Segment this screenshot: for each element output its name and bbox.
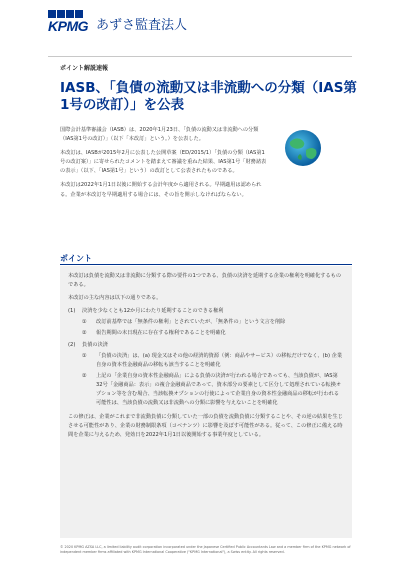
list-item bbox=[68, 307, 344, 316]
sub-list-text: 「負債の決済」は、(a) 現金又はその他の経済的資源（例：商品やサービス）の移転だけでなく、(b) 企業自身の資本性金融商品の移転も該当することを明確化 bbox=[96, 352, 343, 368]
sub-list-text: 上記の「企業自身の資本性金融商品」による負債の決済が行われる場合であっても、当該負債が、IAS第32号「金融商品：表示」の複合金融商品であって、資本部分の要素として区分して処理されている転換オプション等を含む場合、当該転換オプションの行使によって企業自身の資本性金融商品の移転が行われる可能性は、当該負債の流動又は非流動への分類に影響を与えないことを明確化 bbox=[96, 372, 342, 407]
sub-list-item bbox=[82, 372, 344, 408]
page-title: IASB、「負債の流動又は非流動への分類（IAS第1号の改訂）」を公表 bbox=[60, 80, 357, 114]
header-divider bbox=[48, 56, 352, 57]
list-text: 負債の決済 bbox=[82, 341, 108, 348]
point-paragraph-1: 本改訂は負債を流動又は非流動に分類する際の要件の1つである、負債の決済を延期する企業の権利を明確化するものである。 bbox=[68, 273, 342, 289]
sub-list-item bbox=[82, 329, 344, 338]
sub-list-item bbox=[82, 318, 344, 327]
point-paragraph-3: この修正は、企業がこれまで非流動負債に分類していた一部の負債を流動負債に分類することや、その逆の結果を生じさせる可能性があり、企業の財務制限条項（コベナンツ）に影響を及ぼす可能性がある。従って、この修正に備える時間を企業に与えるため、発効日を2022年1月1日以後開始する事業年度としている。 bbox=[68, 414, 343, 439]
intro-paragraph-2: 本改訂は、IASBが2015年2月に公表した公開草案（ED/2015/1）「負債の分類（IAS第1号の改訂案）」に寄せられたコメントを踏まえて審議を重ねた結果、IAS第1号「財務諸表の表示」（以下、「IAS第1号」という）の改訂として公表されたものである。 bbox=[60, 150, 267, 175]
firm-name: あずさ監査法人 bbox=[96, 18, 188, 33]
sub-list-mark: ① bbox=[82, 352, 87, 359]
sub-list-mark: ② bbox=[82, 330, 87, 337]
intro-paragraph-3: 本改訂は2022年1月1日以後に開始する会計年度から適用される。早期適用は認められる。企業が本改訂を早期適用する場合には、その旨を開示しなければならない。 bbox=[60, 182, 262, 198]
sub-list-item bbox=[82, 352, 344, 370]
list-item bbox=[68, 341, 344, 350]
sub-list-mark: ① bbox=[82, 319, 87, 326]
kpmg-logo[interactable] bbox=[48, 10, 88, 33]
list-text: 決済を少なくとも12か月にわたり延期することのできる権利 bbox=[82, 308, 224, 315]
footer-copyright: © 2020 KPMG AZSA LLC, a limited liability audit corporation incorporated under the Japanese Certified Public Accountants Law and a member firm of the KPMG network of independent member firms affiliated with KPMG International Cooperative ("KPMG International"), a Swiss entity. All rights reserved. bbox=[60, 545, 351, 555]
sub-list-text: 改訂前基準では「無条件の権利」とされていたが、「無条件の」という文言を削除 bbox=[96, 319, 286, 326]
point-divider bbox=[60, 264, 352, 265]
list-number: (2) bbox=[68, 341, 76, 348]
logo-boxes-icon bbox=[48, 10, 83, 18]
intro-paragraph-1: 国際会計基準審議会（IASB）は、2020年1月23日、「負債の流動又は非流動への分類（IAS第1号の改訂）」（以下「本改訂」という。）を公表した。 bbox=[60, 127, 259, 143]
point-box bbox=[60, 266, 352, 538]
globe-icon bbox=[276, 128, 330, 168]
point-paragraph-2: 本改訂の主な内容は以下の通りである。 bbox=[68, 295, 162, 302]
header bbox=[48, 10, 187, 33]
point-heading: ポイント bbox=[60, 254, 92, 263]
logo-text: KPMG bbox=[48, 18, 88, 34]
list-number: (1) bbox=[68, 308, 76, 315]
sub-list-mark: ② bbox=[82, 372, 87, 379]
sub-list-text: 報告期間の末日現在に存在する権利であることを明確化 bbox=[96, 330, 226, 337]
category-label: ポイント解説速報 bbox=[60, 65, 109, 72]
intro-section bbox=[60, 126, 270, 205]
